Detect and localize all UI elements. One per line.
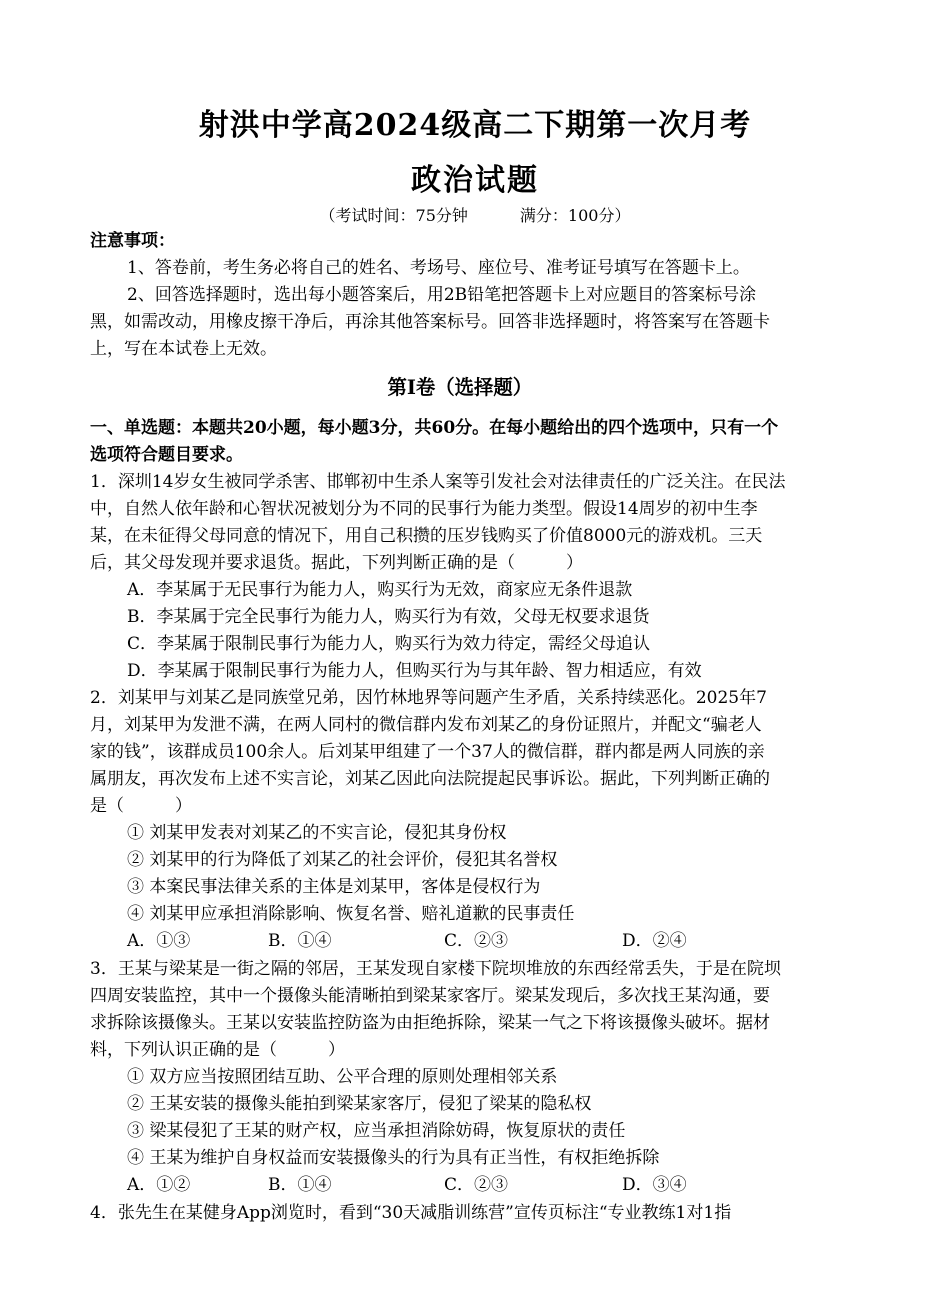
q1-stem-line-4: 后，其父母发现并要求退货。据此，下列判断正确的是（ ）: [90, 553, 583, 573]
q3-stem-line-2: 四周安装监控，其中一个摄像头能清晰拍到梁某家客厅。梁某发现后，多次找王某沟通，要: [90, 986, 770, 1006]
q3-stem-line-1: 3．王某与梁某是一街之隔的邻居，王某发现自家楼下院坝堆放的东西经常丢失，于是在院坝: [90, 959, 781, 979]
q2-stem-line-5: 是（ ）: [90, 796, 192, 816]
q3-stem-line-3: 求拆除该摄像头。王某以安装监控防盗为由拒绝拆除，梁某一气之下将该摄像头破坏。据材: [90, 1013, 770, 1033]
q2-stem-line-4: 属朋友，再次发布上述不实言论，刘某乙因此向法院提起民事诉讼。据此，下列判断正确的: [90, 769, 770, 789]
section-instruction-line-1: 一、单选题：本题共20小题，每小题3分，共60分。在每小题给出的四个选项中，只有一个: [90, 418, 779, 438]
q1-stem-line-1: 1．深圳14岁女生被同学杀害、邯郸初中生杀人案等引发社会对法律责任的广泛关注。在民法: [90, 472, 786, 492]
q3-option-c: C．②③: [444, 1175, 509, 1195]
q2-option-d: D．②④: [622, 931, 687, 951]
q2-statement-3: ③ 本案民事法律关系的主体是刘某甲，客体是侵权行为: [127, 877, 541, 897]
q2-option-b: B．①④: [268, 931, 332, 951]
q3-option-d: D．③④: [622, 1175, 687, 1195]
exam-info: [0, 203, 950, 226]
q1-stem-line-2: 中，自然人依年龄和心智状况被划分为不同的民事行为能力类型。假设14周岁的初中生李: [90, 499, 758, 519]
q3-option-b: B．①④: [268, 1175, 332, 1195]
q3-option-a: A．①②: [127, 1175, 191, 1195]
q1-option-b: B．李某属于完全民事行为能力人，购买行为有效，父母无权要求退货: [127, 607, 650, 627]
notice-item-2-line-1: 2、回答选择题时，选出每小题答案后，用2B铅笔把答题卡上对应题目的答案标号涂: [127, 285, 757, 305]
exam-time: （考试时间：75分钟: [319, 206, 468, 225]
q3-statement-2: ② 王某安装的摄像头能拍到梁某家客厅，侵犯了梁某的隐私权: [127, 1094, 592, 1114]
q2-statement-1: ① 刘某甲发表对刘某乙的不实言论，侵犯其身份权: [127, 823, 507, 843]
full-score: 满分：100分）: [519, 206, 631, 225]
notice-item-2-line-2: 黑，如需改动，用橡皮擦干净后，再涂其他答案标号。回答非选择题时，将答案写在答题卡: [90, 312, 770, 332]
exam-title: 射洪中学高2024级高二下期第一次月考: [198, 108, 752, 143]
section-instruction-line-2: 选项符合题目要求。: [90, 445, 243, 465]
notice-heading: 注意事项：: [90, 231, 175, 251]
q1-option-a: A．李某属于无民事行为能力人，购买行为无效，商家应无条件退款: [127, 580, 633, 600]
q2-stem-line-3: 家的钱”，该群成员100余人。后刘某甲组建了一个37人的微信群，群内都是两人同族的亲: [90, 742, 765, 762]
q1-option-d: D．李某属于限制民事行为能力人，但购买行为与其年龄、智力相适应，有效: [127, 661, 702, 681]
notice-item-1: 1、答卷前，考生务必将自己的姓名、考场号、座位号、准考证号填写在答题卡上。: [127, 258, 750, 278]
q4-stem-line-1: 4．张先生在某健身App浏览时，看到“30天减脂训练营”宣传页标注“专业教练1对1指: [90, 1203, 732, 1223]
q2-option-c: C．②③: [444, 931, 509, 951]
q1-stem-line-3: 某，在未征得父母同意的情况下，用自己积攒的压岁钱购买了价值8000元的游戏机。三天: [90, 526, 763, 546]
q3-statement-1: ① 双方应当按照团结互助、公平合理的原则处理相邻关系: [127, 1067, 558, 1087]
subject-title: 政治试题: [411, 163, 539, 198]
q3-statement-4: ④ 王某为维护自身权益而安装摄像头的行为具有正当性，有权拒绝拆除: [127, 1148, 660, 1168]
q2-stem-line-2: 月，刘某甲为发泄不满，在两人同村的微信群内发布刘某乙的身份证照片，并配文“骗老人: [90, 715, 762, 735]
notice-item-2-line-3: 上，写在本试卷上无效。: [90, 339, 277, 359]
q3-stem-line-4: 料，下列认识正确的是（ ）: [90, 1040, 345, 1060]
q2-statement-2: ② 刘某甲的行为降低了刘某乙的社会评价，侵犯其名誉权: [127, 850, 558, 870]
q3-statement-3: ③ 梁某侵犯了王某的财产权，应当承担消除妨碍，恢复原状的责任: [127, 1121, 626, 1141]
q1-option-c: C．李某属于限制民事行为能力人，购买行为效力待定，需经父母追认: [127, 634, 651, 654]
q2-option-a: A．①③: [127, 931, 191, 951]
q2-statement-4: ④ 刘某甲应承担消除影响、恢复名誉、赔礼道歉的民事责任: [127, 904, 575, 924]
q2-stem-line-1: 2．刘某甲与刘某乙是同族堂兄弟，因竹林地界等问题产生矛盾，关系持续恶化。2025年7: [90, 688, 767, 708]
section-title: 第I卷（选择题）: [387, 375, 533, 399]
